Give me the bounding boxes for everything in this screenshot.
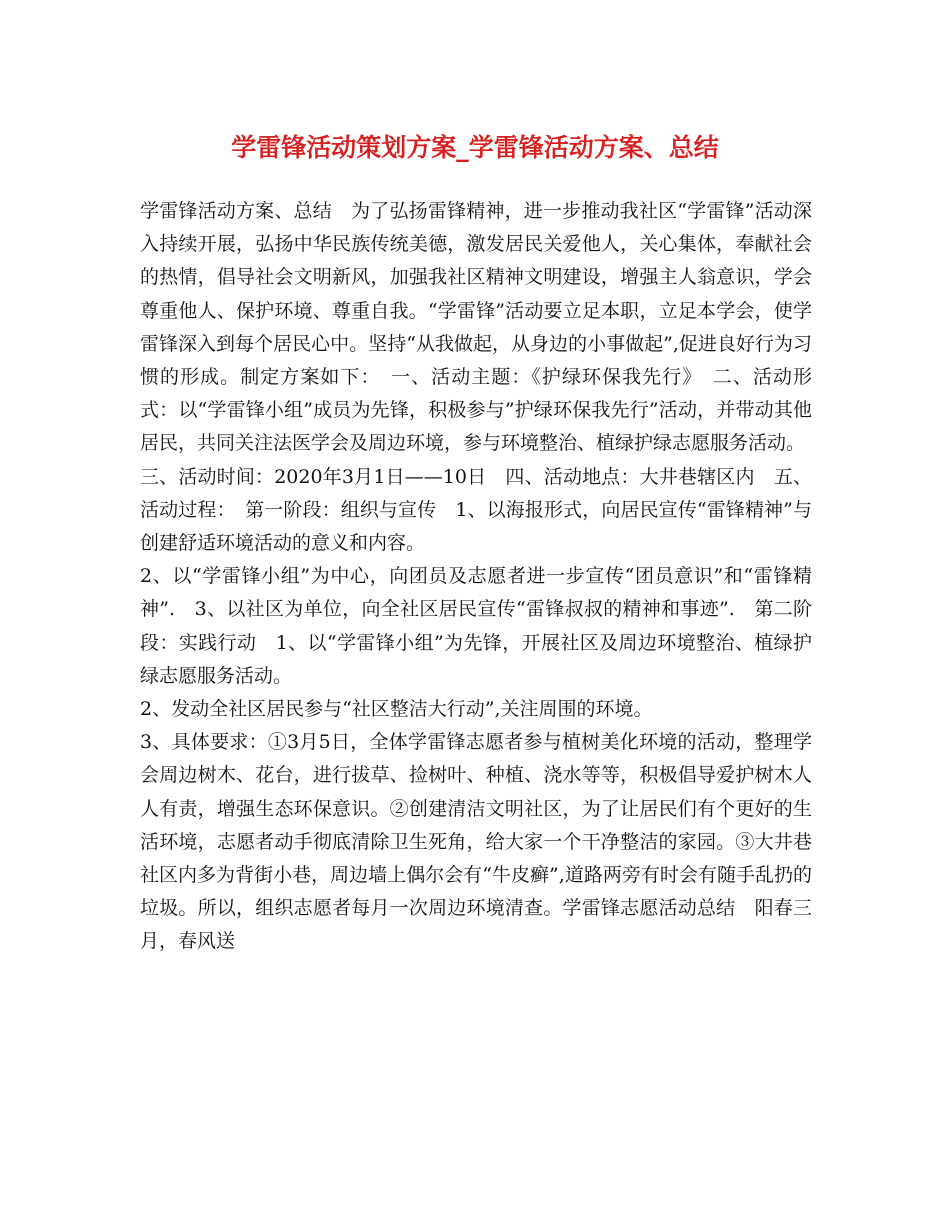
paragraph-4: 2、发动全社区居民参与“社区整洁大行动”,关注周围的环境。 [140,698,653,721]
paragraph-1: 学雷锋活动方案、总结 为了弘扬雷锋精神，进一步推动我社区“学雷锋”活动深入持续开展，弘扬中华民族传统美德，激发居民关爱他人，关心集体，奉献社会的热情，倡导社会文明新风，加强我社区精神文明建设，增强主人翁意识，学会尊重他人、保护环境、尊重自我。“学雷锋”活动要立足本职，立足本学会，使学雷锋深入到每个居民心中。坚持“从我做起，从身边的小事做起”,促进良好行为习惯的形成。制定方案如下： 一、活动主题：《护绿环保我先行》 二、活动形式：以“学雷锋小组”成员为先锋，积极参与”护绿环保我先行”活动，并带动其他居民，共同关注法医学会及周边环境，参与环境整治、植绿护绿志愿服务活动。 [140,200,812,455]
document-body [140,195,812,959]
paragraph-3: 2、以“学雷锋小组”为中心，向团员及志愿者进一步宣传“团员意识”和“雷锋精神”. 3、以社区为单位，向全社区居民宣传“雷锋叔叔的精神和事迹”. 第二阶段：实践行动 1、以“学雷锋小组”为先锋，开展社区及周边环境整治、植绿护绿志愿服务活动。 [140,565,812,687]
paragraph-5: 3、具体要求：①3月5日，全体学雷锋志愿者参与植树美化环境的活动，整理学会周边树木、花台，进行拔草、捡树叶、种植、浇水等等，积极倡导爱护树木人人有责，增强生态环保意识。②创建清洁文明社区，为了让居民们有个更好的生活环境，志愿者动手彻底清除卫生死角，给大家一个干净整洁的家园。③大井巷社区内多为背街小巷，周边墙上偶尔会有“牛皮癣”,道路两旁有时会有随手乱扔的垃圾。所以，组织志愿者每月一次周边环境清查。学雷锋志愿活动总结 阳春三月，春风送 [140,731,812,953]
document-title: 学雷锋活动策划方案_学雷锋活动方案、总结 [231,133,719,162]
paragraph-2: 三、活动时间：2020年3月1日——10日 四、活动地点：大井巷辖区内 五、活动过程： 第一阶段：组织与宣传 1、以海报形式，向居民宣传“雷锋精神”与创建舒适环境活动的意义和内容。 [140,465,812,555]
